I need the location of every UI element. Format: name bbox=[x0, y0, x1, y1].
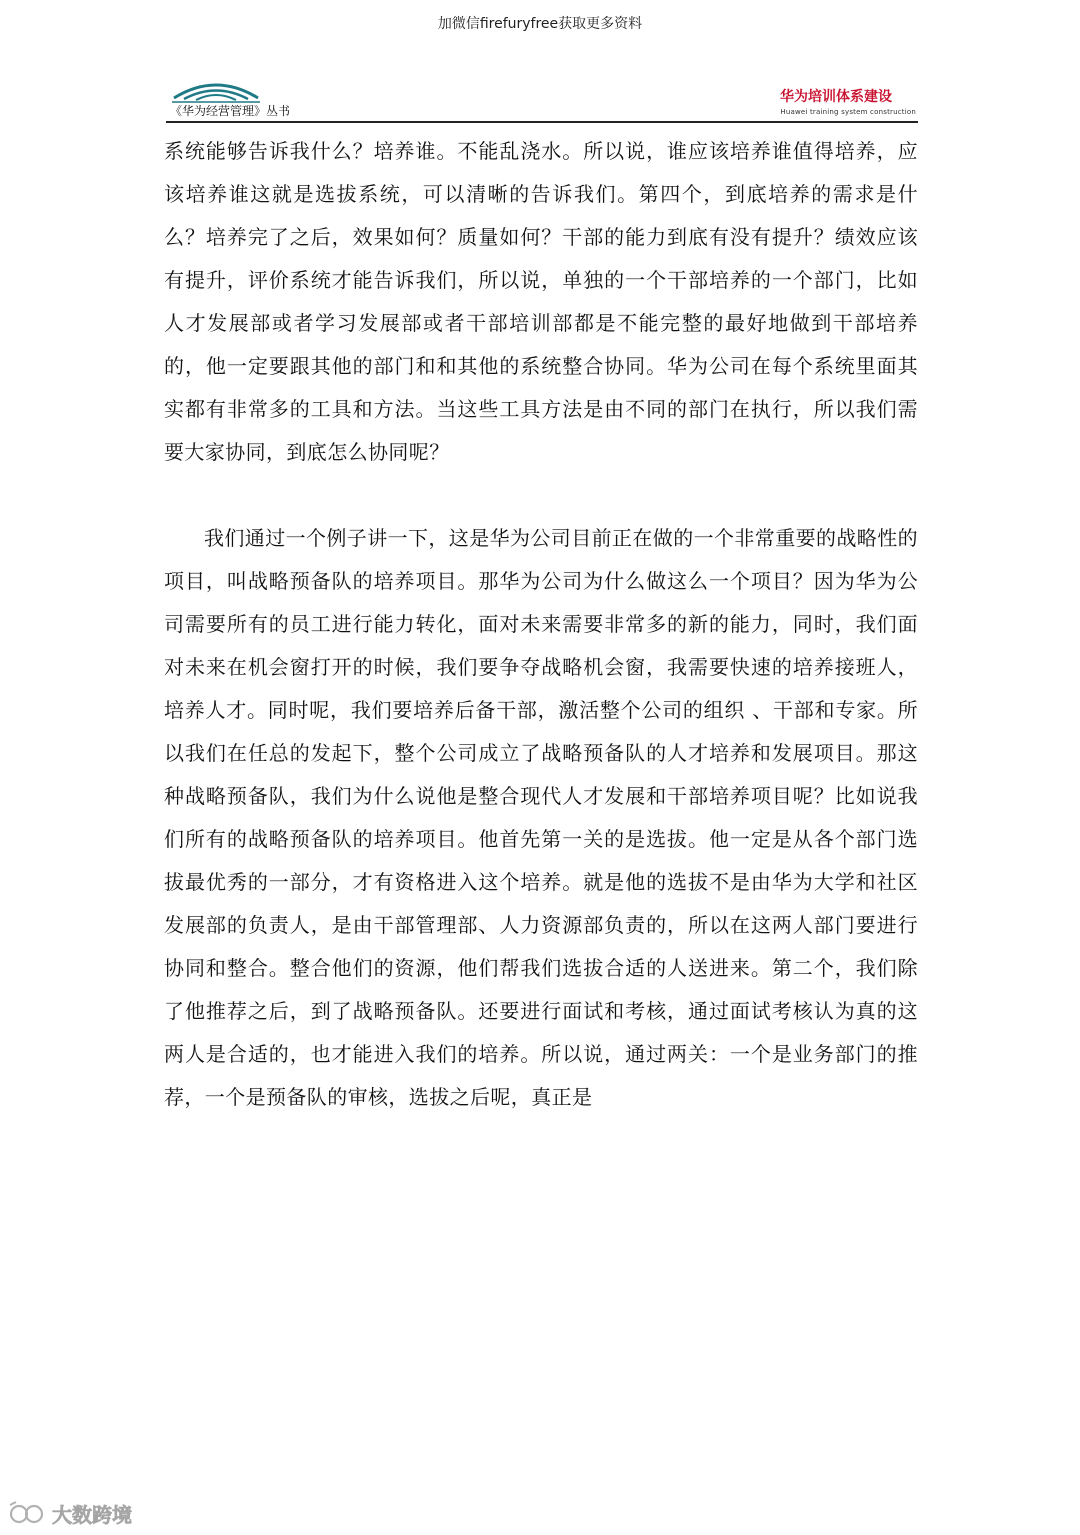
brand-logo-icon bbox=[8, 1500, 48, 1526]
header-divider bbox=[166, 121, 918, 123]
header-right-title: 华为培训体系建设 bbox=[780, 89, 892, 105]
header-right-subtitle: Huawei training system construction bbox=[780, 108, 916, 116]
top-notice: 加微信firefuryfree获取更多资料 bbox=[437, 16, 643, 32]
document-body bbox=[164, 130, 918, 1119]
watermark-text: 大数跨境 bbox=[52, 1502, 132, 1527]
mountain-arc-logo-icon bbox=[170, 78, 262, 104]
paragraph-2: 我们通过一个例子讲一下，这是华为公司目前正在做的一个非常重要的战略性的项目，叫战略预备队的培养项目。那华为公司为什么做这么一个项目？因为华为公司需要所有的员工进行能力转化，面对未来需要非常多的新的能力，同时，我们面对未来在机会窗打开的时候，我们要争夺战略机会窗，我需要快速的培养接班人，培养人才。同时呢，我们要培养后备干部，激活整个公司的组织 、干部和专家。所以我们在任总的发起下，整个公司成立了战略预备队的人才培养和发展项目。那这种战略预备队，我们为什么说他是整合现代人才发展和干部培养项目呢？比如说我们所有的战略预备队的培养项目。他首先第一关的是选拔。他一定是从各个部门选拔最优秀的一部分，才有资格进入这个培养。就是他的选拔不是由华为大学和社区发展部的负责人，是由干部管理部、人力资源部负责的，所以在这两人部门要进行协同和整合。整合他们的资源，他们帮我们选拔合适的人送进来。第二个，我们除了他推荐之后，到了战略预备队。还要进行面试和考核，通过面试考核认为真的这两人是合适的，也才能进入我们的培养。所以说，通过两关：一个是业务部门的推荐，一个是预备队的审核，选拔之后呢，真正是 bbox=[164, 526, 918, 1109]
series-title: 《华为经营管理》丛书 bbox=[170, 104, 291, 118]
paragraph-1: 系统能够告诉我什么？培养谁。不能乱浇水。所以说，谁应该培养谁值得培养，应该培养谁这就是选拔系统，可以清晰的告诉我们。第四个，到底培养的需求是什么？培养完了之后，效果如何？质量如何？干部的能力到底有没有提升？绩效应该有提升，评价系统才能告诉我们，所以说，单独的一个干部培养的一个部门，比如人才发展部或者学习发展部或者干部培训部都是不能完整的最好地做到干部培养的，他一定要跟其他的部门和和其他的系统整合协同。华为公司在每个系统里面其实都有非常多的工具和方法。当这些工具方法是由不同的部门在执行，所以我们需要大家协同，到底怎么协同呢？ bbox=[164, 139, 918, 464]
watermark bbox=[8, 1499, 132, 1527]
